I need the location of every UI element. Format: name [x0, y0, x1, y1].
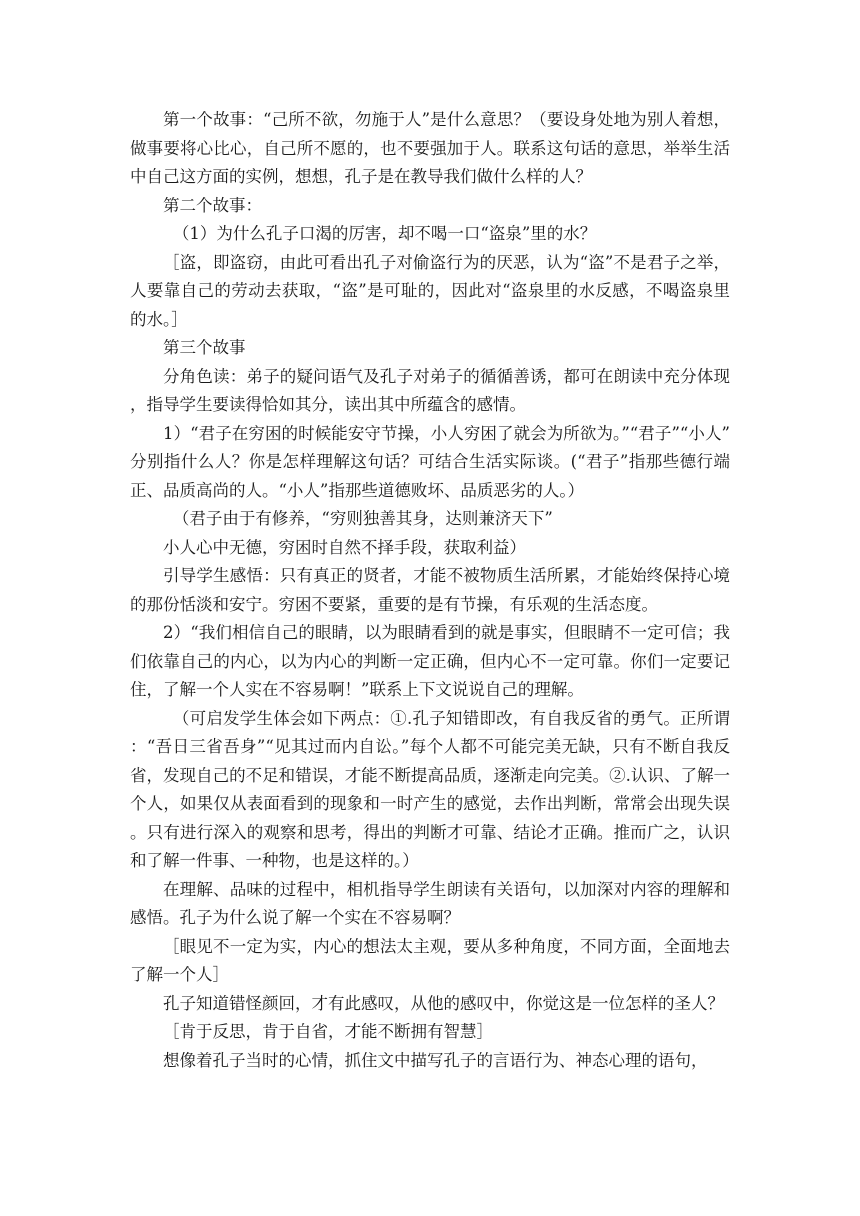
paragraph-seeing-answer: ［眼见不一定为实，内心的想法太主观，要从多种角度，不同方面，全面地去了解一个人］	[130, 936, 730, 984]
paragraph-junzi-note: （君子由于有修养，“穷则独善其身，达则兼济天下”	[172, 509, 553, 528]
paragraph-role-reading: 分角色读：弟子的疑问语气及孔子对弟子的循循善诱，都可在朗读中充分体现，指导学生要读得恰如其分，读出其中所蕴含的感情。	[130, 366, 730, 414]
paragraph-confucius-sigh: 孔子知道错怪颜回，才有此感叹，从他的感叹中，你觉这是一位怎样的圣人？	[163, 993, 724, 1013]
paragraph-xiaoren-note: 小人心中无德，穷困时自然不择手段，获取利益）	[163, 537, 526, 557]
paragraph-story-two-question: （1）为什么孔子口渴的厉害，却不喝一口“盗泉”里的水？	[172, 224, 597, 243]
paragraph-question-one: 1）“君子在穷困的时候能安守节操，小人穷困了就会为所欲为。”“君子”“小人”分别指什么人？你是怎样理解这句话？可结合生活实际谈。(“君子”指那些德行端正、品质高尚的人。“小人”指那些道德败坏、品质恶劣的人。）	[130, 423, 730, 500]
paragraph-reflection-answer: ［肯于反思，肯于自省，才能不断拥有智慧］	[163, 1022, 493, 1041]
paragraph-story-one-question: 第一个故事：“己所不欲，勿施于人”是什么意思？（要设身处地为别人着想，做事要将心比心，自己所不愿的，也不要强加于人。联系这句话的意思，举举生活中自己这方面的实例，想想，孔子是在教导我们做什么样的人？	[130, 110, 730, 186]
paragraph-guide-insight: 引导学生感悟：只有真正的贤者，才能不被物质生活所累，才能始终保持心境的那份恬淡和安宁。穷困不要紧，重要的是有节操，有乐观的生活态度。	[130, 566, 730, 614]
paragraph-story-three-heading: 第三个故事	[163, 338, 246, 357]
paragraph-story-two-heading: 第二个故事：	[163, 195, 262, 215]
paragraph-two-points: （可启发学生体会如下两点：①.孔子知错即改，有自我反省的勇气。正所谓：“吾日三省吾身”“见其过而内自讼。”每个人都不可能完美无缺，只有不断自我反省，发现自己的不足和错误，才能不断提高品质，逐渐走向完美。②.认识、了解一个人，如果仅从表面看到的现象和一时产生的感觉，去作出判断，常常会出现失误。只有进行深入的观察和思考，得出的判断才可靠、结论才正确。推而广之，认识和了解一件事、一种物，也是这样的。）	[130, 708, 730, 870]
paragraph-question-two: 2）“我们相信自己的眼睛，以为眼睛看到的就是事实，但眼睛不一定可信；我们依靠自己的内心，以为内心的判断一定正确，但内心不一定可靠。你们一定要记住，了解一个人实在不容易啊！”联系上下文说说自己的理解。	[130, 623, 730, 699]
paragraph-imagine-mood: 想像着孔子当时的心情，抓住文中描写孔子的言语行为、神态心理的语句，	[163, 1050, 708, 1070]
paragraph-guided-reading: 在理解、品味的过程中，相机指导学生朗读有关语句，以加深对内容的理解和感悟。孔子为什么说了解一个实在不容易啊？	[130, 879, 730, 927]
paragraph-story-two-answer: ［盗，即盗窃，由此可看出孔子对偷盗行为的厌恶，认为“盗”不是君子之举，人要靠自己的劳动去获取，“盗”是可耻的，因此对“盗泉里的水反感，不喝盗泉里的水。］	[130, 252, 730, 329]
document-body	[130, 106, 730, 1075]
